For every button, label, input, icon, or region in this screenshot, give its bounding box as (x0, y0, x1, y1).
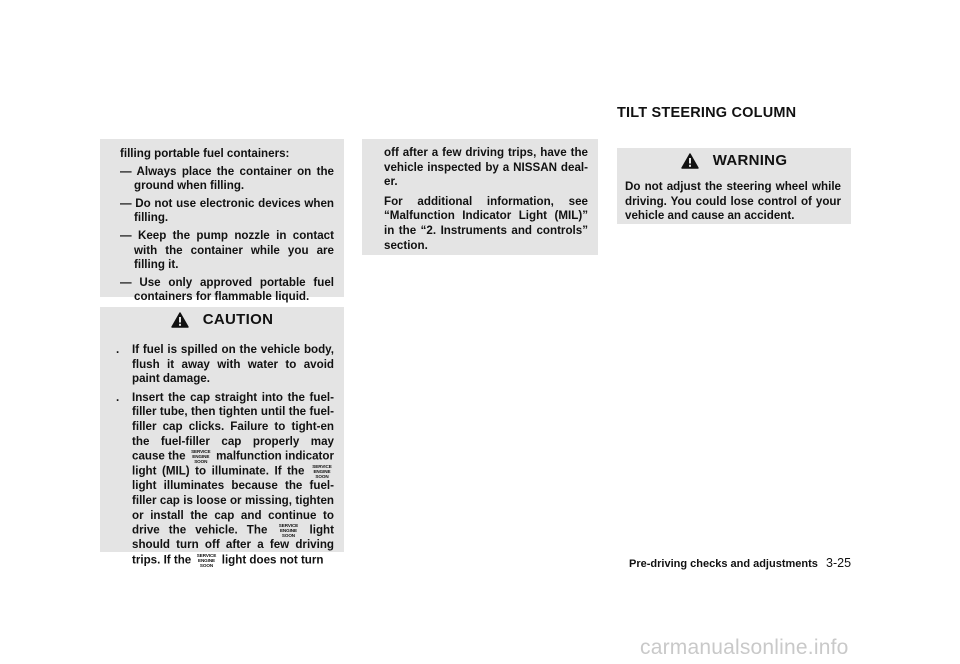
dash-item: — Always place the container on the ground when filling. (120, 164, 334, 193)
bullet-mark: . (116, 390, 120, 404)
fuel-container-list (100, 139, 344, 304)
caution-heading (100, 307, 344, 333)
dash-item: — Keep the pump nozzle in contact with the container while you are filling it. (120, 228, 334, 272)
caution-item (116, 391, 334, 568)
warning-label: WARNING (712, 151, 788, 169)
service-engine-soon-icon: SERVICE ENGINE SOON (196, 553, 217, 568)
page-number: 3-25 (826, 556, 852, 570)
caution-item-text: malfunction indicator light (MIL) to illuminate. If the (132, 449, 334, 478)
warning-body (617, 174, 851, 224)
section-title: TILT STEERING COLUMN (617, 105, 797, 121)
reference-text: For additional information, see “Malfunction Indicator Light (MIL)” in the “2. Instruments and controls” section. (384, 194, 588, 252)
dash-item: — Do not use electronic devices when filling. (120, 196, 334, 225)
fuel-container-intro: filling portable fuel containers: (120, 147, 290, 160)
caution-item (116, 343, 334, 387)
caution-label: CAUTION (202, 310, 274, 328)
warning-triangle-icon (171, 312, 189, 328)
service-engine-soon-icon: SERVICE ENGINE SOON (278, 523, 299, 539)
footer-section-label: Pre-driving checks and adjustments (629, 558, 818, 570)
caution-body (100, 333, 344, 568)
dash-item: — Use only approved portable fuel containers for flammable liquid. (120, 275, 334, 304)
caution-item-text: Insert the cap straight into the fuel-filler tube, then tighten until the fuel-filler cap clicks. Failure to tight-en the fuel-filler cap properly may cause the (132, 390, 334, 463)
warning-text: Do not adjust the steering wheel while driving. You could lose control of your vehicle and cause an accident. (625, 180, 841, 223)
caution-item-text: light does not turn (221, 553, 324, 567)
service-engine-soon-icon: SERVICE ENGINE SOON (312, 464, 332, 480)
watermark: carmanualsonline.info (640, 636, 849, 659)
service-engine-soon-icon: SERVICE ENGINE SOON (191, 449, 211, 465)
caution-item-text: If fuel is spilled on the vehicle body, flush it away with water to avoid paint damage. (132, 343, 334, 386)
caution-item-text: light illuminates because the fuel-filler cap is loose or missing, tighten or install the cap and continue to drive the vehicle. The (132, 479, 334, 537)
warning-triangle-icon (681, 153, 699, 169)
warning-heading (617, 148, 851, 174)
caution-item-text: light should turn off after a few driving trips. If the (132, 523, 334, 567)
caution-continued (362, 139, 598, 255)
caution-continued-text: off after a few driving trips, have the vehicle inspected by a NISSAN deal-er. (384, 146, 588, 189)
bullet-mark: . (116, 343, 120, 356)
